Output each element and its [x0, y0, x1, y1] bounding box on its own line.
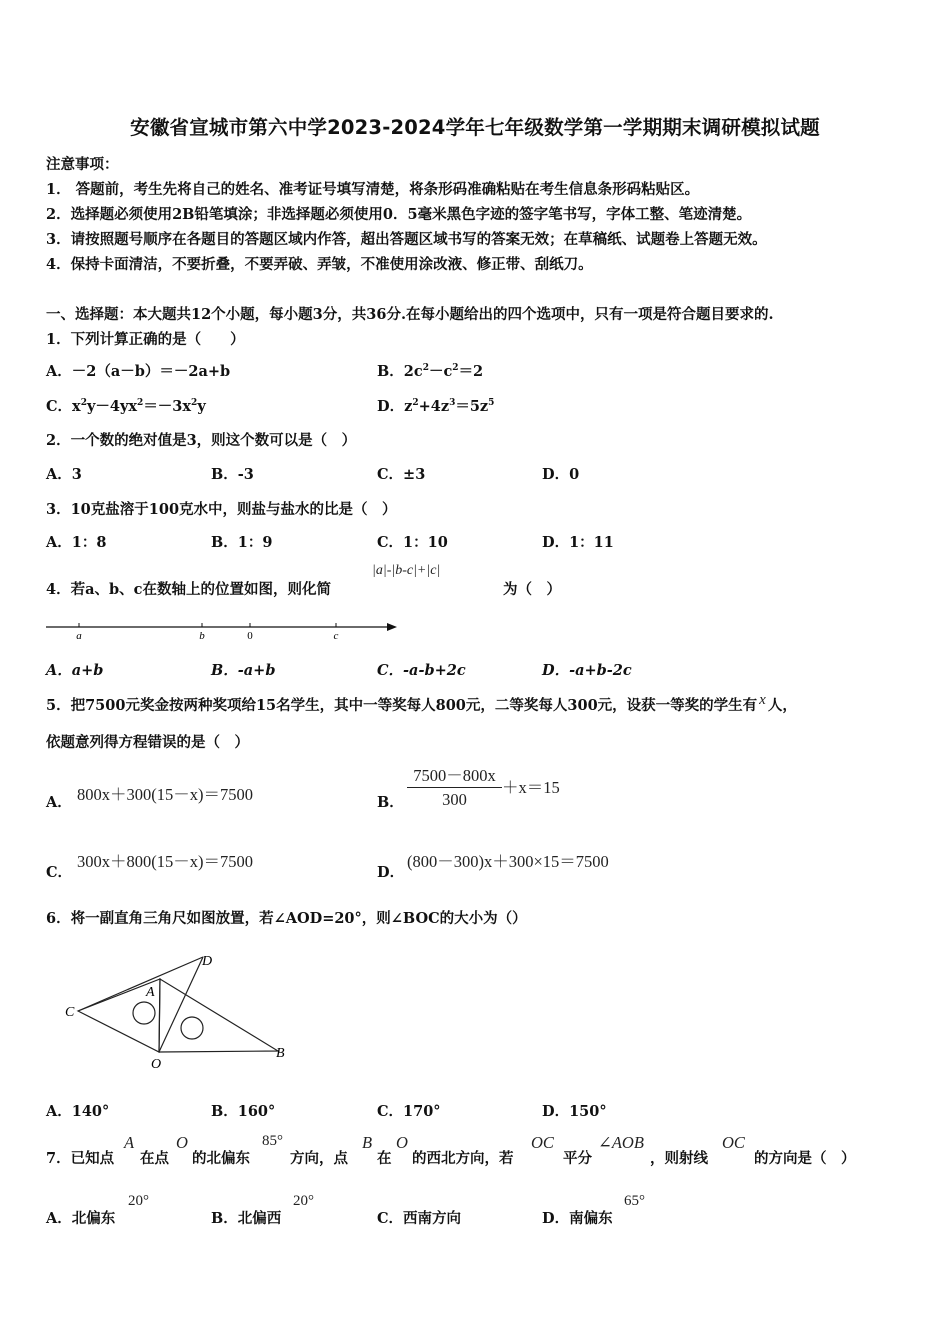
- q4-stem: 4．若a、b、c在数轴上的位置如图，则化简: [46, 581, 331, 598]
- q7-point-o2: O: [396, 1133, 408, 1152]
- q7-stem-2: 在点: [140, 1150, 169, 1167]
- circle-left: [133, 1002, 155, 1024]
- q7-option-a: A．北偏东: [46, 1210, 116, 1227]
- q7-option-b: B．北偏西: [211, 1210, 282, 1227]
- q5-option-c-label: C．: [46, 864, 73, 881]
- section-heading: 一、选择题：本大题共12个小题，每小题3分，共36分.在每小题给出的四个选项中，只有一项是符合题目要求的.: [46, 306, 774, 323]
- q6-option-a: A．140°: [46, 1103, 110, 1120]
- q6-option-d: D．150°: [542, 1103, 607, 1120]
- page-title: 安徽省宣城市第六中学2023-2024学年七年级数学第一学期期末调研模拟试题: [130, 116, 820, 139]
- q3-stem: 3．10克盐溶于100克水中，则盐与盐水的比是（ ）: [46, 501, 397, 518]
- q7-stem-7: 平分: [563, 1150, 592, 1167]
- note-item: 2．选择题必须使用2B铅笔填涂；非选择题必须使用0．5毫米黑色字迹的签字笔书写，字体工整、笔迹清楚。: [46, 206, 752, 223]
- q7-angle-aob: ∠AOB: [598, 1133, 644, 1152]
- q4-stem-end: 为（ ）: [503, 581, 561, 598]
- q2-option-b: B．-3: [211, 466, 254, 483]
- q7-point-b: B: [362, 1133, 373, 1152]
- q3-option-a: A．1：8: [46, 534, 107, 551]
- label-b: B: [276, 1046, 285, 1061]
- q7-stem-8: ，则射线: [650, 1150, 708, 1167]
- q1-option-b: B．$2c^2-c^2=2$: [377, 363, 484, 380]
- q7-option-a-degree: 20°: [128, 1193, 149, 1209]
- q7-angle-85: 85°: [262, 1133, 283, 1149]
- q4-option-c: C．-a-b+2c: [377, 662, 466, 679]
- label-d: D: [202, 954, 213, 969]
- triangle-figure: [60, 945, 300, 1073]
- q5-stem-2: 依题意列得方程错误的是（ ）: [46, 734, 249, 751]
- q7-ray-oc-2: OC: [722, 1133, 745, 1152]
- note-item: 3．请按照题号顺序在各题目的答题区域内作答，超出答题区域书写的答案无效；在草稿纸、试题卷上答题无效。: [46, 231, 767, 248]
- q1-stem: 1．下列计算正确的是（ ）: [46, 331, 245, 348]
- q7-option-c: C．西南方向: [377, 1210, 462, 1227]
- q7-point-a: A: [124, 1133, 135, 1152]
- label-o: O: [151, 1057, 162, 1072]
- q5-option-a-label: A．: [46, 794, 72, 811]
- q7-stem-9: 的方向是（ ）: [754, 1150, 856, 1167]
- q3-option-c: C．1：10: [377, 534, 448, 551]
- q1-option-d: D．$z^2+4z^3=5z^5$: [377, 398, 495, 415]
- q2-stem: 2．一个数的绝对值是3，则这个数可以是（ ）: [46, 432, 357, 449]
- label-0: 0: [247, 630, 253, 642]
- q7-stem-5: 在: [377, 1150, 392, 1167]
- label-c: c: [333, 630, 339, 642]
- q2-option-a: A．3: [46, 466, 82, 483]
- q5-option-a-expr: 800x＋300(15－x)＝7500: [77, 785, 253, 804]
- q7-stem-1: 7．已知点: [46, 1150, 115, 1167]
- number-line: [44, 618, 404, 642]
- q6-option-b: B．160°: [211, 1103, 276, 1120]
- axis-arrow: [387, 623, 397, 631]
- q7-option-b-degree: 20°: [293, 1193, 314, 1209]
- q7-option-d: D．南偏东: [542, 1210, 613, 1227]
- note-item: 1． 答题前，考生先将自己的姓名、准考证号填写清楚，将条形码准确粘贴在考生信息条形码粘贴区。: [46, 181, 700, 198]
- q5-option-b-label: B．: [377, 794, 404, 811]
- label-a: a: [76, 630, 82, 642]
- q4-option-a: A．a+b: [46, 662, 104, 679]
- circle-right: [181, 1017, 203, 1039]
- q2-option-c: C．±3: [377, 466, 426, 483]
- q7-stem-4: 方向，点: [290, 1150, 348, 1167]
- q5-option-b-expr: $\frac{7500-800x}{300}$ ＋x＝15: [407, 762, 560, 810]
- q1-option-c: C．$x^2y-4yx^2=-3x^2y$: [46, 398, 206, 415]
- q6-stem: 6．将一副直角三角尺如图放置，若∠AOD=20°，则∠BOC的大小为（）: [46, 910, 527, 927]
- q7-ray-oc: OC: [531, 1133, 554, 1152]
- q5-stem: 5．把7500元奖金按两种奖项给15名学生，其中一等奖每人800元，二等奖每人300元，设获一等奖的学生有 x 人，: [46, 692, 797, 714]
- q5-option-d-label: D．: [377, 864, 405, 881]
- notes-heading: 注意事项：: [46, 156, 119, 173]
- q2-option-d: D．0: [542, 466, 580, 483]
- label-b: b: [199, 630, 205, 642]
- q3-option-d: D．1：11: [542, 534, 614, 551]
- q4-option-b: B．-a+b: [211, 662, 276, 679]
- q7-option-d-degree: 65°: [624, 1193, 645, 1209]
- q5-option-d-expr: (800－300)x＋300×15＝7500: [407, 852, 609, 871]
- label-a: A: [146, 985, 155, 1000]
- q3-option-b: B．1：9: [211, 534, 273, 551]
- note-item: 4．保持卡面清洁，不要折叠，不要弄破、弄皱，不准使用涂改液、修正带、刮纸刀。: [46, 256, 593, 273]
- triangle-aob: [159, 979, 278, 1052]
- q1-option-a: A．－2（a－b）＝－2a+b: [46, 363, 231, 380]
- q7-stem-3: 的北偏东: [192, 1150, 250, 1167]
- q7-stem-6: 的西北方向，若: [412, 1150, 514, 1167]
- q5-option-c-expr: 300x＋800(15－x)＝7500: [77, 852, 253, 871]
- q7-point-o: O: [176, 1133, 188, 1152]
- q4-expression: |a|-|b-c|+|c|: [372, 563, 441, 578]
- q6-option-c: C．170°: [377, 1103, 441, 1120]
- q4-option-d: D．-a+b-2c: [542, 662, 632, 679]
- label-c: C: [65, 1005, 75, 1020]
